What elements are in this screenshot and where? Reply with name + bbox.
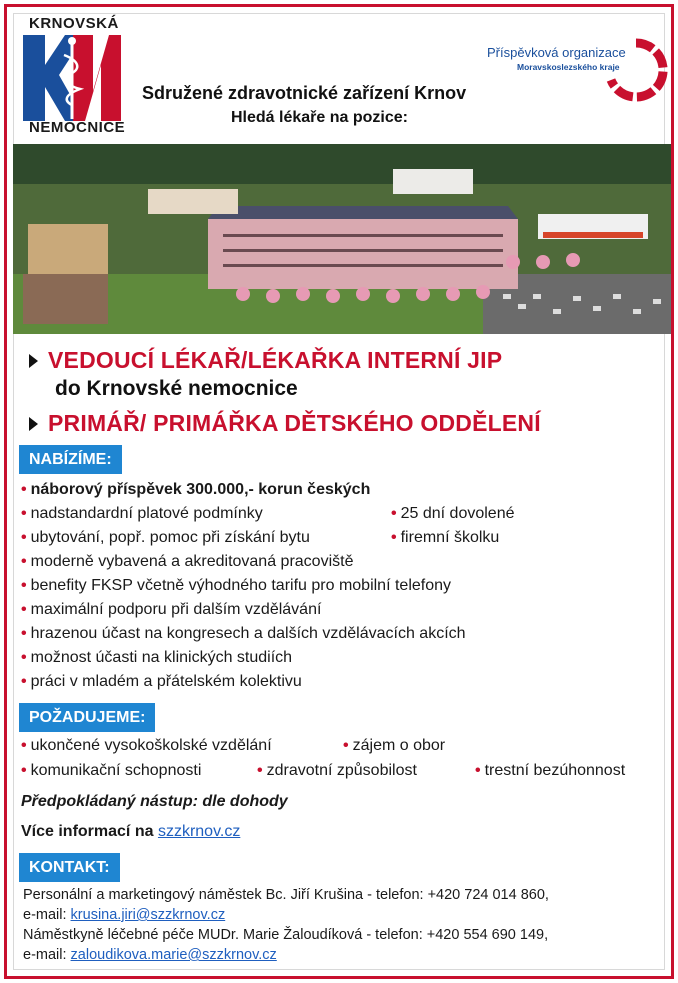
requirement-item: • komunikační schopnosti [21,762,202,779]
offer-item: • práci v mladém a přátelském kolektivu [21,673,302,690]
start-date-note: Předpokládaný nástup: dle dohody [21,793,288,810]
contact-heading: KONTAKT: [19,853,120,882]
contact-person-1: Personální a marketingový náměstek Bc. Jiří Krušina - telefon: +420 724 014 860, [23,887,549,903]
requirement-item: • ukončené vysokoškolské vzdělání [21,737,272,754]
requirements-heading: POŽADUJEME: [19,703,155,732]
position-1 [29,347,502,374]
position-2-title: PRIMÁŘ/ PRIMÁŘKA DĚTSKÉHO ODDĚLENÍ [48,410,541,436]
website-link[interactable]: szzkrnov.cz [157,823,241,840]
more-info: Více informací na szzkrnov.cz [21,823,241,840]
offer-item: • ubytování, popř. pomoc při získání bytu [21,529,310,546]
hospital-logo-icon [23,35,121,121]
offer-item: • hrazenou účast na kongresech a dalších vzdělávacích akcích [21,625,466,642]
requirement-item: • zájem o obor [343,737,446,754]
position-2 [29,410,541,437]
poster-frame [4,4,674,979]
offer-item: • moderně vybavená a akreditovaná pracoviště [21,553,354,570]
org-region: Moravskoslezského kraje [517,62,620,72]
offer-item: • možnost účasti na klinických studiích [21,649,293,666]
contact-email-1: e-mail: krusina.jiri@szzkrnov.cz [23,907,226,923]
offer-item: • firemní školku [391,529,500,546]
arrow-right-icon [29,354,38,368]
offer-item: • benefity FKSP včetně výhodného tarifu pro mobilní telefony [21,577,452,594]
page-title: Sdružené zdravotnické zařízení Krnov [142,83,467,103]
page-subtitle: Hledá lékaře na pozice: [231,109,408,126]
arrow-right-icon [29,417,38,431]
offer-heading: NABÍZÍME: [19,445,122,474]
region-logo-icon [603,37,669,103]
logo-top-text: KRNOVSKÁ [29,15,119,32]
requirement-item: • trestní bezúhonnost [475,762,626,779]
position-1-subtitle: do Krnovské nemocnice [55,377,298,400]
offer-item: • 25 dní dovolené [391,505,515,522]
position-1-title: VEDOUCÍ LÉKAŘ/LÉKAŘKA INTERNÍ JIP [48,347,503,373]
logo-bottom-text: NEMOCNICE [29,119,126,136]
requirement-item: • zdravotní způsobilost [257,762,417,779]
email-link-1[interactable]: krusina.jiri@szzkrnov.cz [70,907,226,923]
org-name: Příspěvková organizace [487,45,626,60]
hospital-aerial-photo [13,144,671,334]
offer-item: • nadstandardní platové podmínky [21,505,263,522]
email-link-2[interactable]: zaloudikova.marie@szzkrnov.cz [70,947,277,963]
contact-email-2: e-mail: zaloudikova.marie@szzkrnov.cz [23,947,277,963]
offer-item: • náborový příspěvek 300.000,- korun českých [21,481,371,498]
contact-person-2: Náměstkyně léčebné péče MUDr. Marie Žaloudíková - telefon: +420 554 690 149, [23,927,549,943]
offer-item: • maximální podporu při dalším vzdělávání [21,601,322,618]
